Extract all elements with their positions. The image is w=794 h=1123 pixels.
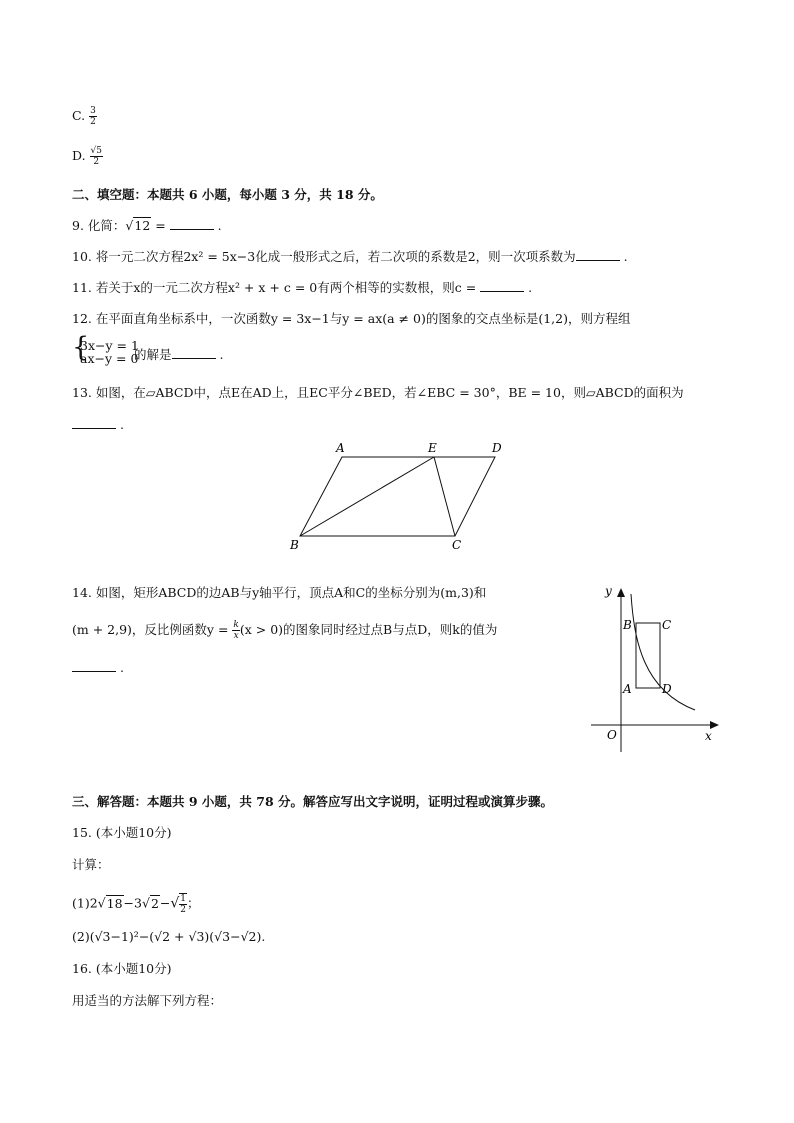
q12-answer-blank[interactable] <box>172 348 216 359</box>
label-o: O <box>607 728 617 742</box>
q11-text: 11. 若关于x的一元二次方程x² + x + c = 0有两个相等的实数根，则c = <box>72 280 481 295</box>
q14-condition-text: (x > 0)的图象同时经过点B与点D，则k的值为 <box>239 622 498 637</box>
question-11 <box>72 280 532 296</box>
q14-line2 <box>72 620 497 641</box>
q10-text: 10. 将一元二次方程2x² = 5x−3化成一般形式之后，若二次项的系数是2，则一次项系数为 <box>72 249 576 264</box>
q15-prompt: 计算： <box>72 857 110 872</box>
q12-tail <box>134 347 223 363</box>
q11-answer-blank[interactable] <box>480 281 524 292</box>
q11-end: . <box>524 280 533 295</box>
q13-answer-blank[interactable] <box>72 418 116 429</box>
q10-answer-blank[interactable] <box>576 250 620 261</box>
y-axis-arrow <box>617 588 625 597</box>
q15-p1-denominator: 2 <box>180 905 187 915</box>
label-y: y <box>605 584 612 598</box>
rectangle-abcd <box>636 623 660 688</box>
q15-part-1 <box>72 893 200 915</box>
question-13: 13. 如图，在▱ABCD中，点E在AD上，且EC平分∠BED，若∠EBC = 30°，BE = 10，则▱ABCD的面积为 <box>72 385 684 400</box>
x-axis-arrow <box>710 721 719 729</box>
label-b: B <box>290 538 299 552</box>
label-c: C <box>662 618 672 632</box>
option-c-denominator: 2 <box>90 117 96 127</box>
q14-function-text: (m + 2,9)，反比例函数y = <box>72 622 233 637</box>
question-14: 14. 如图，矩形ABCD的边AB与y轴平行，顶点A和C的坐标分别为(m,3)和 <box>72 585 487 600</box>
q13-end: . <box>116 417 124 432</box>
option-d-numerator: √5 <box>90 146 102 156</box>
q12-brace: { <box>72 332 90 363</box>
q9-equals: = <box>151 218 170 233</box>
label-a: A <box>623 682 632 696</box>
q15-p1-radicand-1: 18 <box>106 895 123 911</box>
option-d <box>72 146 103 167</box>
q14-x: x <box>233 631 239 641</box>
q16-prompt: 用适当的方法解下列方程： <box>72 993 223 1008</box>
q9-text: 9. 化简：√ <box>72 218 134 233</box>
q13-answer-line <box>72 417 124 433</box>
option-d-fraction <box>90 146 103 167</box>
q14-fraction <box>232 620 239 641</box>
label-d: D <box>492 441 502 455</box>
q15-p1-root-sign: √ <box>170 895 180 912</box>
q15-p1-end: ； <box>187 895 200 911</box>
q10-end: . <box>619 249 628 264</box>
question-12: 12. 在平面直角坐标系中，一次函数y = 3x−1与y = ax(a ≠ 0)的图象的交点坐标是(1,2)，则方程组 <box>72 311 631 326</box>
q14-end: . <box>116 660 124 675</box>
option-d-label: D. <box>72 148 90 163</box>
q15-p1-minus: − <box>159 895 171 911</box>
segment-ec <box>434 457 455 536</box>
option-c <box>72 106 97 127</box>
segment-be <box>300 457 434 536</box>
coordinate-figure <box>585 580 725 755</box>
q15-p1-radicand-2: 2 <box>150 895 159 911</box>
option-c-numerator: 3 <box>90 106 96 116</box>
q9-end: . <box>213 218 222 233</box>
q12-end: . <box>215 347 224 362</box>
question-9 <box>72 218 222 234</box>
question-15-title: 15. (本小题10分) <box>72 825 172 840</box>
q14-answer-blank[interactable] <box>72 661 116 672</box>
q15-part-2: (2)(√3−1)²−(√2 + √3)(√3−√2). <box>72 929 266 944</box>
parallelogram-figure <box>280 436 520 558</box>
section-2-heading: 二、填空题：本题共 6 小题，每小题 3 分，共 18 分。 <box>72 187 383 202</box>
option-c-label: C. <box>72 108 90 123</box>
label-e: E <box>428 441 437 455</box>
q15-p1-numerator: 1 <box>180 894 187 904</box>
q9-radicand: 12 <box>134 218 151 233</box>
q12-tail-text: 的解是 <box>134 347 172 362</box>
q15-p1-middle: −3√ <box>123 895 150 911</box>
q12-eq2: ax−y = 0 <box>80 351 139 366</box>
label-c: C <box>452 538 462 552</box>
q9-answer-blank[interactable] <box>170 219 214 230</box>
question-10 <box>72 249 628 265</box>
label-a: A <box>336 441 345 455</box>
parallelogram-abcd <box>300 457 495 536</box>
q14-k: k <box>233 620 239 630</box>
option-d-denominator: 2 <box>93 157 100 167</box>
label-b: B <box>623 618 632 632</box>
q15-p1-start: (1)2√ <box>72 895 106 911</box>
q14-answer-line <box>72 660 124 676</box>
q12-eq1: 3x−y = 1 <box>80 338 139 353</box>
label-d: D <box>662 682 672 696</box>
label-x: x <box>705 729 712 743</box>
q15-p1-fraction <box>179 893 187 915</box>
option-c-fraction <box>89 106 97 127</box>
section-3-heading: 三、解答题：本题共 9 小题，共 78 分。解答应写出文字说明，证明过程或演算步骤。 <box>72 794 554 809</box>
question-16-title: 16. (本小题10分) <box>72 961 172 976</box>
